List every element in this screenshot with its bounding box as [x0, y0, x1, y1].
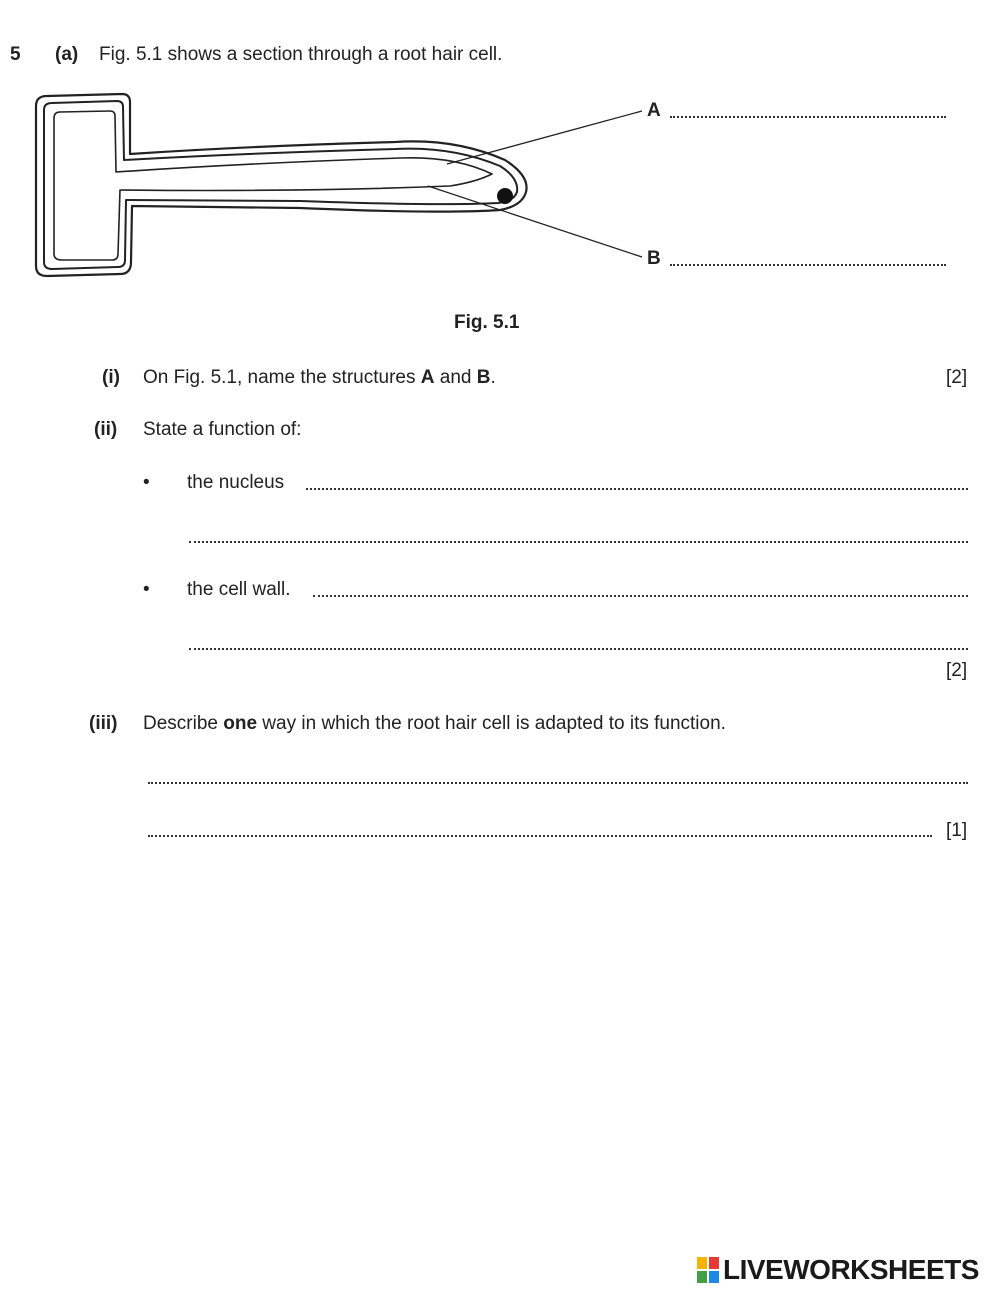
vacuole-outline [54, 111, 492, 260]
part-iii-text-before: Describe [143, 713, 224, 734]
part-ii-item-cell-wall: the cell wall. [187, 579, 291, 600]
part-i-text-before: On Fig. 5.1, name the structures [143, 367, 421, 388]
logo-block [697, 1257, 707, 1269]
logo-block [709, 1257, 719, 1269]
part-i-text [143, 367, 496, 389]
cell-wall-answer-line-1[interactable] [313, 595, 968, 597]
nucleus-dot [497, 188, 513, 204]
part-ii-bullet-1: • [143, 472, 150, 493]
part-iii-bold: one [223, 713, 258, 734]
label-b: B [647, 248, 661, 269]
label-a-pointer [447, 111, 642, 164]
logo-text: LIVEWORKSHEETS [723, 1254, 979, 1285]
part-ii-text: State a function of: [143, 419, 302, 440]
logo-blocks-icon [697, 1257, 719, 1283]
part-ii-number: (ii) [94, 419, 118, 440]
part-iii-answer-line-2[interactable] [148, 835, 932, 837]
label-b-pointer [428, 186, 642, 257]
part-i-bold-a: A [420, 367, 435, 388]
part-iii-text [143, 713, 726, 735]
part-ii-bullet-2: • [143, 579, 150, 600]
logo-block [697, 1271, 707, 1283]
nucleus-answer-line-1[interactable] [306, 488, 968, 490]
part-i-text-and: and [434, 367, 477, 388]
part-i-marks: [2] [946, 367, 968, 388]
part-i-bold-b: B [476, 367, 491, 388]
part-i-number: (i) [102, 367, 120, 388]
cell-wall-answer-line-2[interactable] [189, 648, 968, 650]
figure-caption: Fig. 5.1 [454, 312, 520, 333]
part-i-text-end: . [490, 367, 496, 388]
label-a-answer-line[interactable] [670, 116, 946, 118]
nucleus-answer-line-2[interactable] [189, 541, 968, 543]
part-iii-text-after: way in which the root hair cell is adapted to its function. [257, 713, 726, 734]
part-ii-marks: [2] [946, 660, 968, 681]
question-stem: Fig. 5.1 shows a section through a root hair cell. [99, 44, 503, 65]
logo-block [709, 1271, 719, 1283]
label-b-answer-line[interactable] [670, 264, 946, 266]
label-a: A [647, 100, 661, 121]
part-iii-answer-line-1[interactable] [148, 782, 968, 784]
part-iii-number: (iii) [89, 713, 118, 734]
part-iii-marks: [1] [946, 820, 968, 841]
part-ii-item-nucleus: the nucleus [187, 472, 285, 493]
question-number: 5 [10, 44, 21, 65]
question-part: (a) [55, 44, 79, 65]
root-hair-cell-diagram [0, 80, 1000, 280]
liveworksheets-logo [697, 1253, 979, 1287]
